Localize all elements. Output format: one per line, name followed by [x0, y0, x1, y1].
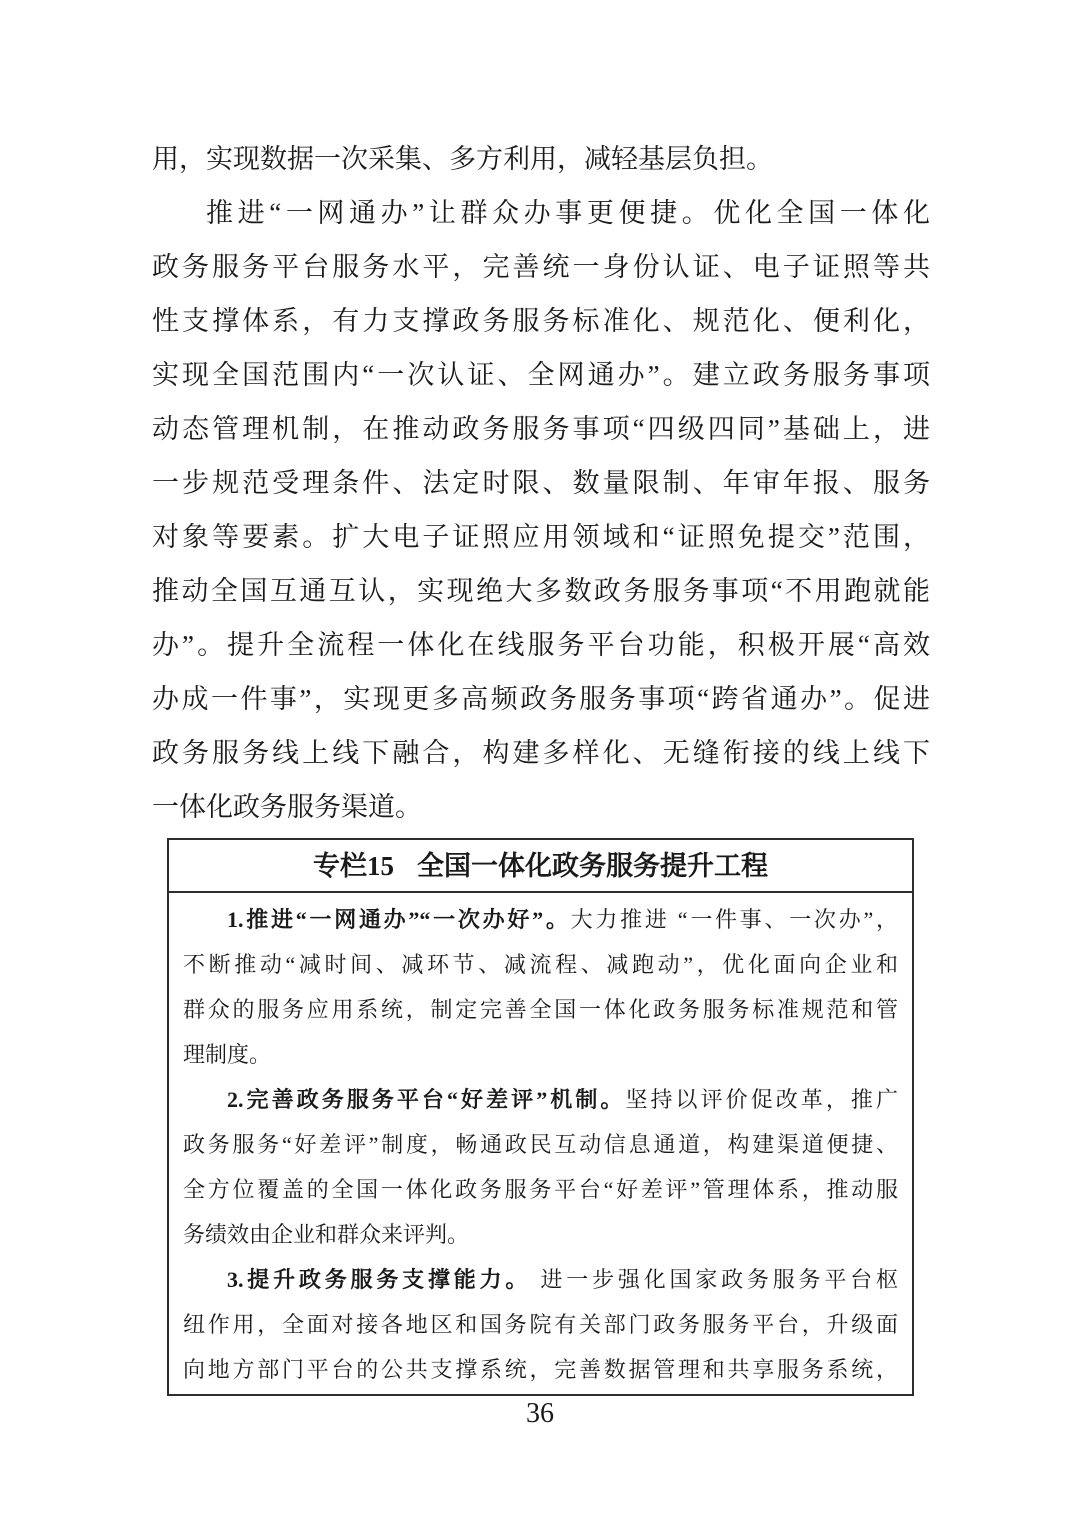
box-text-line [183, 1077, 898, 1122]
body-text [152, 132, 930, 834]
box-line-rest: 全方位覆盖的全国一体化政务服务平台“好差评”管理体系，推动服 [183, 1177, 898, 1202]
box-line-rest: 纽作用，全面对接各地区和国务院有关部门政务服务平台，升级面 [183, 1312, 898, 1337]
box-text-line [183, 1122, 898, 1167]
box-text-line [183, 987, 898, 1032]
box-line-rest: 向地方部门平台的公共支撑系统，完善数据管理和共享服务系统， [183, 1357, 898, 1382]
body-text-line: 动态管理机制，在推动政务服务事项“四级四同”基础上，进 [152, 414, 930, 444]
box-text-line [183, 1212, 898, 1257]
body-text-line: 一体化政务服务渠道。 [152, 792, 422, 822]
box-text-line [183, 1302, 898, 1347]
body-text-line: 办成一件事”，实现更多高频政务服务事项“跨省通办”。促进 [152, 684, 930, 714]
box-line-rest: 进一步强化国家政务服务平台枢 [531, 1267, 898, 1292]
page-number: 36 [526, 1398, 554, 1429]
body-text-line: 实现全国范围内“一次认证、全网通办”。建立政务服务事项 [152, 360, 930, 390]
body-text-line: 政务服务平台服务水平，完善统一身份认证、电子证照等共 [152, 252, 930, 282]
box-line-rest: 理制度。 [183, 1042, 272, 1067]
body-text-line: 性支撑体系，有力支撑政务服务标准化、规范化、便利化， [152, 306, 930, 336]
feature-box-title-label: 专栏15 [313, 851, 395, 881]
box-text-line [183, 942, 898, 987]
box-line-rest: 大力推进 “一件事、一次办”， [570, 907, 898, 932]
box-line-lead: 3.提升政务服务支撑能力。 [227, 1267, 532, 1292]
box-text-line [183, 1032, 898, 1077]
box-line-lead: 2.完善政务服务平台“好差评”机制。 [227, 1087, 626, 1112]
body-text-line: 对象等要素。扩大电子证照应用领域和“证照免提交”范围， [152, 522, 930, 552]
feature-box [167, 838, 914, 1396]
body-text-line: 政务服务线上线下融合，构建多样化、无缝衔接的线上线下 [152, 738, 930, 768]
box-text-line [183, 1257, 898, 1302]
box-text-line [183, 897, 898, 942]
body-text-line: 推动全国互通互认，实现绝大多数政务服务事项“不用跑就能 [152, 576, 930, 606]
feature-box-body [169, 893, 912, 1392]
feature-box-title-text: 全国一体化政务服务提升工程 [416, 851, 768, 881]
feature-box-title [169, 840, 912, 893]
box-line-rest: 务绩效由企业和群众来评判。 [183, 1222, 470, 1247]
body-text-line: 用，实现数据一次采集、多方利用，减轻基层负担。 [152, 144, 773, 174]
box-line-rest: 政务服务“好差评”制度，畅通政民互动信息通道，构建渠道便捷、 [183, 1132, 898, 1157]
box-line-rest: 不断推动“减时间、减环节、减流程、减跑动”，优化面向企业和 [183, 952, 898, 977]
box-text-line [183, 1347, 898, 1392]
body-text-line: 一步规范受理条件、法定时限、数量限制、年审年报、服务 [152, 468, 930, 498]
body-text-line: 推进“一网通办”让群众办事更便捷。优化全国一体化 [206, 198, 930, 228]
body-text-line: 办”。提升全流程一体化在线服务平台功能，积极开展“高效 [152, 630, 930, 660]
box-line-rest: 群众的服务应用系统，制定完善全国一体化政务服务标准规范和管 [183, 997, 898, 1022]
box-line-rest: 坚持以评价促改革，推广 [625, 1087, 898, 1112]
box-text-line [183, 1167, 898, 1212]
box-line-lead: 1.推进“一网通办”“一次办好”。 [227, 907, 571, 932]
